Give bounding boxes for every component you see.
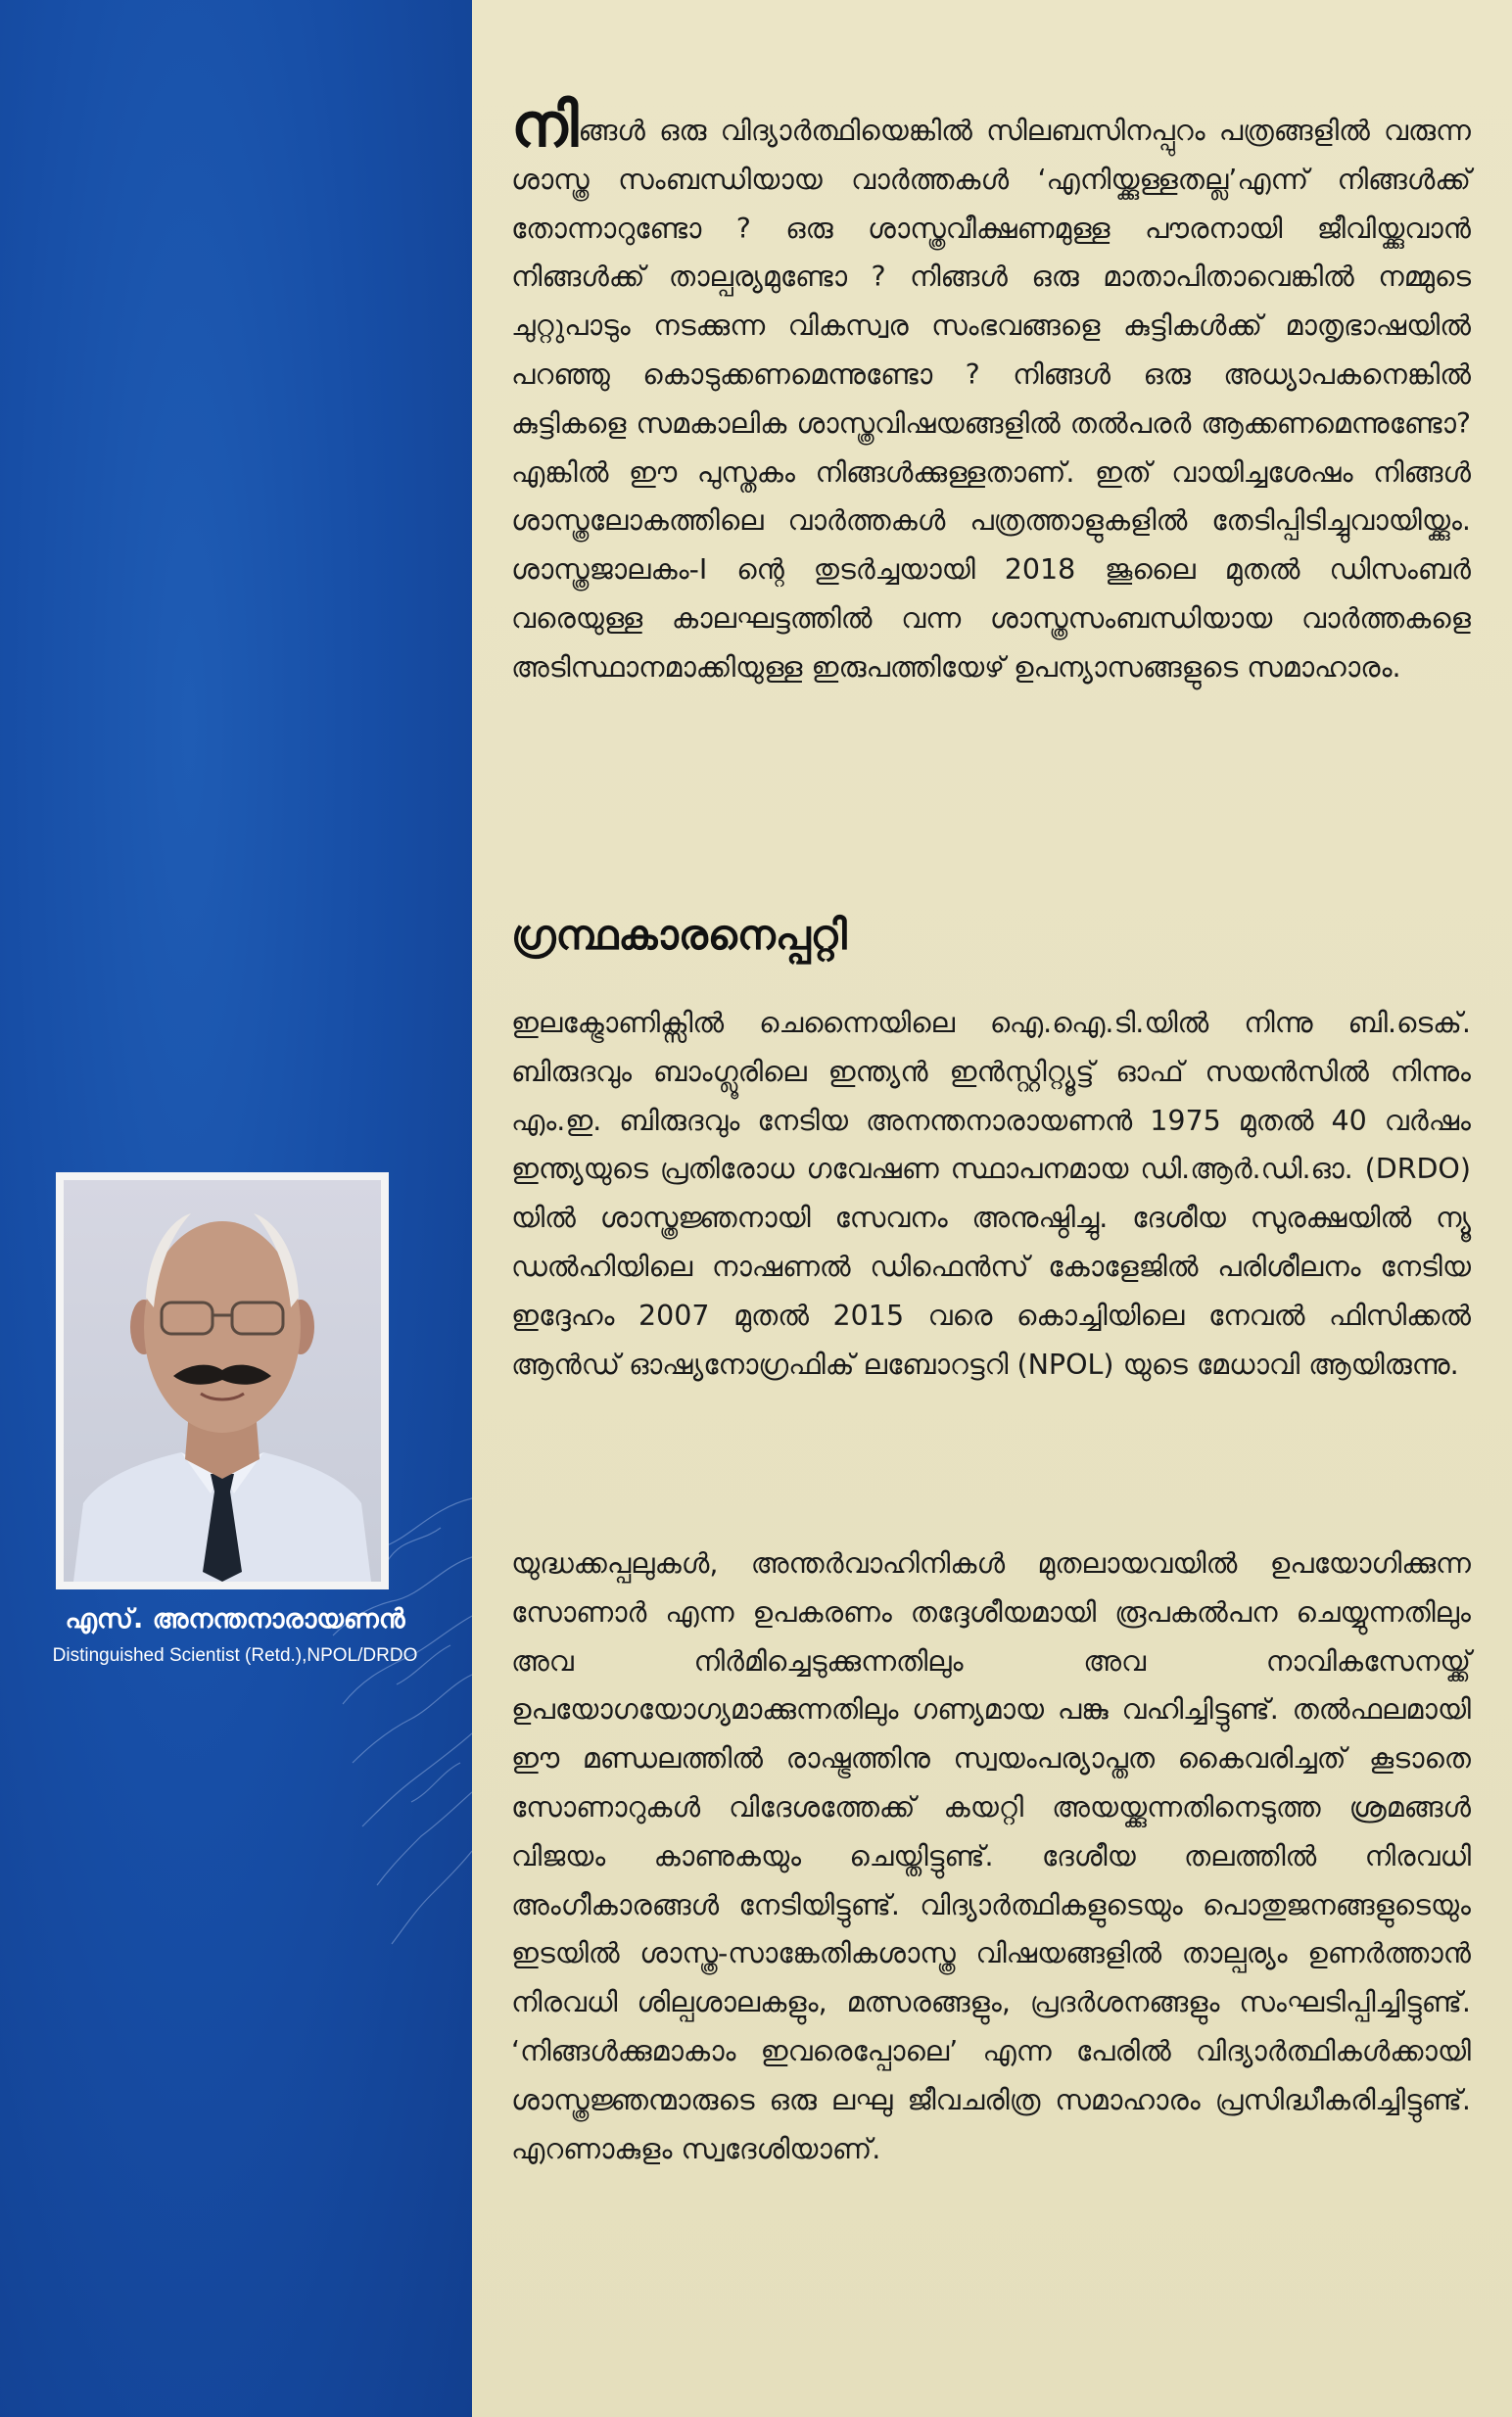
- author-name: എസ്. അനന്തനാരായണൻ: [65, 1604, 405, 1635]
- author-photo: [64, 1180, 381, 1582]
- about-author-heading: ഗ്രന്ഥകാരനെപ്പറ്റി: [511, 911, 847, 959]
- author-photo-frame: [56, 1172, 389, 1589]
- author-portrait-illustration: [64, 1180, 381, 1582]
- drop-cap: നി: [511, 89, 579, 161]
- author-title: Distinguished Scientist (Retd.),NPOL/DRDO: [52, 1645, 418, 1666]
- left-blue-panel: [0, 0, 472, 2417]
- about-paragraph-1: ഇലക്ട്രോണിക്സിൽ ചെന്നൈയിലെ ഐ.ഐ.ടി.യിൽ നിന്നു ബി.ടെക്. ബിരുദവും ബാംഗ്ലൂരിലെ ഇന്ത്യൻ ഇൻസ്റ്റിറ്റ്യൂട്ട് ഓഫ് സയൻസിൽ നിന്നും എം.ഇ. ബിരുദവും നേടിയ അനന്തനാരായണൻ 1975 മുതൽ 40 വർഷം ഇന്ത്യയുടെ പ്രതിരോധ ഗവേഷണ സ്ഥാപനമായ ഡി.ആർ.ഡി.ഓ. (DRDO) യിൽ ശാസ്ത്രജ്ഞനായി സേവനം അനുഷ്ഠിച്ചു. ദേശീയ സുരക്ഷയിൽ ന്യൂ ഡൽഹിയിലെ നാഷണൽ ഡിഫെൻസ് കോളേജിൽ പരിശീലനം നേടിയ ഇദ്ദേഹം 2007 മുതൽ 2015 വരെ കൊച്ചിയിലെ നേവൽ ഫിസിക്കൽ ആൻഡ് ഓഷ്യനോഗ്രഫിക് ലബോറട്ടറി (NPOL) യുടെ മേധാവി ആയിരുന്നു.: [511, 1007, 1471, 1381]
- intro-paragraph: [511, 89, 1471, 692]
- intro-text: ങ്ങൾ ഒരു വിദ്യാർത്ഥിയെങ്കിൽ സിലബസിനപ്പുറം പത്രങ്ങളിൽ വരുന്ന ശാസ്ത്ര സംബന്ധിയായ വാർത്തകൾ ‘എനിയ്ക്കുള്ളതല്ല’എന്ന് നിങ്ങൾക്ക് തോന്നാറുണ്ടോ ? ഒരു ശാസ്ത്രവീക്ഷണമുള്ള പൗരനായി ജീവിയ്ക്കുവാൻ നിങ്ങൾക്ക് താല്പര്യമുണ്ടോ ? നിങ്ങൾ ഒരു മാതാപിതാവെങ്കിൽ നമ്മുടെ ചുറ്റുപാടും നടക്കുന്ന വികസ്വര സംഭവങ്ങളെ കുട്ടികൾക്ക് മാതൃഭാഷയിൽ പറഞ്ഞു കൊടുക്കണമെന്നുണ്ടോ ? നിങ്ങൾ ഒരു അധ്യാപകനെങ്കിൽ കുട്ടികളെ സമകാലിക ശാസ്ത്രവിഷയങ്ങളിൽ തൽപരർ ആക്കണമെന്നുണ്ടോ? എങ്കിൽ ഈ പുസ്തകം നിങ്ങൾക്കുള്ളതാണ്. ഇത് വായിച്ചശേഷം നിങ്ങൾ ശാസ്ത്രലോകത്തിലെ വാർത്തകൾ പത്രത്താളുകളിൽ തേടിപ്പിടിച്ചുവായിയ്ക്കും. ശാസ്ത്രജാലകം-I ന്റെ തുടർച്ചയായി 2018 ജൂലൈ മുതൽ ഡിസംബർ വരെയുള്ള കാലഘട്ടത്തിൽ വന്ന ശാസ്ത്രസംബന്ധിയായ വാർത്തകളെ അടിസ്ഥാനമാക്കിയുള്ള ഇരുപത്തിയേഴ് ഉപന്യാസങ്ങളുടെ സമാഹാരം.: [511, 115, 1471, 684]
- about-paragraph-2: യുദ്ധക്കപ്പലുകൾ, അന്തർവാഹിനികൾ മുതലായവയിൽ ഉപയോഗിക്കുന്ന സോണാർ എന്ന ഉപകരണം തദ്ദേശീയമായി രൂപകൽപന ചെയ്യുന്നതിലും അവ നിർമിച്ചെടുക്കുന്നതിലും അവ നാവികസേനയ്ക്ക് ഉപയോഗയോഗ്യമാക്കുന്നതിലും ഗണ്യമായ പങ്കു വഹിച്ചിട്ടുണ്ട്. തൽഫലമായി ഈ മണ്ഡലത്തിൽ രാഷ്ട്രത്തിനു സ്വയംപര്യാപ്തത കൈവരിച്ചത് കൂടാതെ സോണാറുകൾ വിദേശത്തേക്ക് കയറ്റി അയയ്ക്കുന്നതിനെടുത്ത ശ്രമങ്ങൾ വിജയം കാണുകയും ചെയ്തിട്ടുണ്ട്. ദേശീയ തലത്തിൽ നിരവധി അംഗീകാരങ്ങൾ നേടിയിട്ടുണ്ട്. വിദ്യാർത്ഥികളുടെയും പൊതുജനങ്ങളുടെയും ഇടയിൽ ശാസ്ത്ര-സാങ്കേതികശാസ്ത്ര വിഷയങ്ങളിൽ താല്പര്യം ഉണർത്താൻ നിരവധി ശില്പശാലകളും, മത്സരങ്ങളും, പ്രദർശനങ്ങളും സംഘടിപ്പിച്ചിട്ടുണ്ട്. ‘നിങ്ങൾക്കുമാകാം ഇവരെപ്പോലെ’ എന്ന പേരിൽ വിദ്യാർത്ഥികൾക്കായി ശാസ്ത്രജ്ഞന്മാരുടെ ഒരു ലഘു ജീവചരിത്ര സമാഹാരം പ്രസിദ്ധീകരിച്ചിട്ടുണ്ട്. എറണാകുളം സ്വദേശിയാണ്.: [511, 1547, 1471, 2165]
